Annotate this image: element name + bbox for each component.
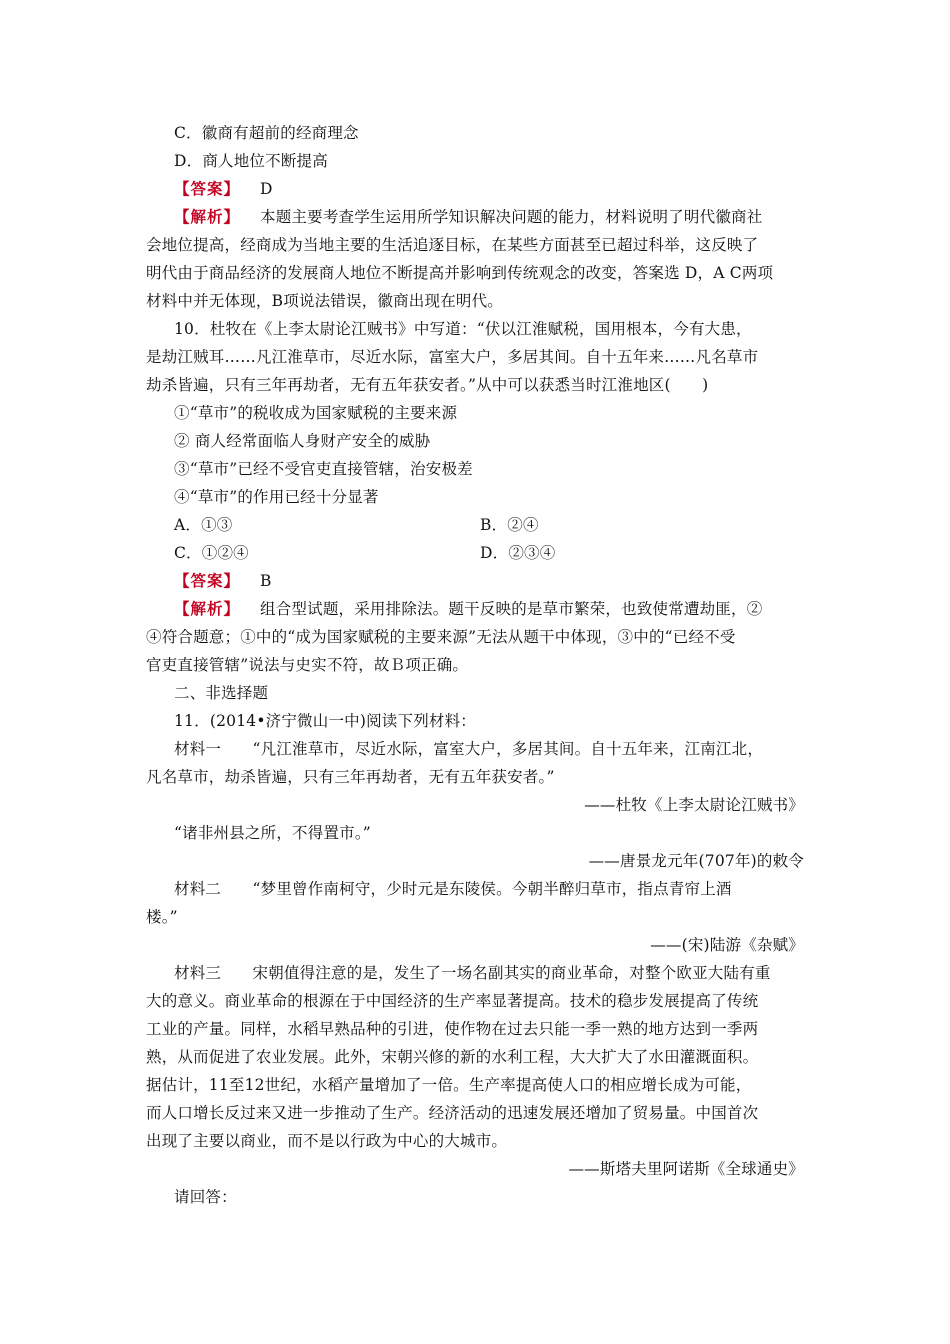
q11-material-1b-source: ——唐景龙元年(707年)的敕令	[588, 852, 804, 870]
q10-analysis-text: 组合型试题，采用排除法。题干反映的是草市繁荣，也致使常遭劫匪，②	[260, 600, 763, 618]
q11-material-3-line-5: 据估计，11至12世纪，水稻产量增加了一倍。生产率提高使人口的相应增长成为可能，	[146, 1076, 752, 1094]
q9-analysis-line-1	[174, 206, 804, 228]
q10-item-4: ④“草市”的作用已经十分显著	[174, 488, 379, 506]
q11-material-2-line-1: 材料二 “梦里曾作南柯守，少时元是东陵侯。今朝半醉归草市，指点青帘上酒	[174, 880, 732, 898]
q10-stem-line-2: 是劫江贼耳……凡江淮草市，尽近水际，富室大户，多居其间。自十五年来……凡名草市	[146, 348, 759, 366]
q10-stem-line-3: 劫杀皆遍，只有三年再劫者，无有五年获安者。”从中可以获悉当时江淮地区( )	[146, 376, 709, 394]
q9-answer: D	[260, 180, 273, 198]
q10-analysis-line-3: 官吏直接管辖”说法与史实不符，故Ｂ项正确。	[146, 656, 469, 674]
q10-option-a: A．①③	[174, 516, 233, 534]
q10-stem-line-1: 10．杜牧在《上李太尉论江贼书》中写道：“伏以江淮赋税，国用根本，今有大患，	[174, 320, 752, 338]
q10-item-3: ③“草市”已经不受官吏直接管辖，治安极差	[174, 460, 473, 478]
q11-material-2-line-2: 楼。”	[146, 908, 178, 926]
q11-material-1-source: ——杜牧《上李太尉论江贼书》	[584, 796, 804, 814]
q10-option-b: B．②④	[480, 516, 539, 534]
q9-analysis-text: 本题主要考查学生运用所学知识解决问题的能力，材料说明了明代徽商社	[260, 208, 763, 226]
answer-tag: 【答案】	[174, 571, 241, 590]
section-heading: 二、非选择题	[174, 684, 269, 702]
q11-material-3-line-4: 熟，从而促进了农业发展。此外，宋朝兴修的新的水利工程，大大扩大了水田灌溉面积。	[146, 1048, 759, 1066]
q9-analysis-line-2: 会地位提高，经商成为当地主要的生活追逐目标，在某些方面甚至已超过科举，这反映了	[146, 236, 759, 254]
q11-material-3-line-6: 而人口增长反过来又进一步推动了生产。经济活动的迅速发展还增加了贸易量。中国首次	[146, 1104, 759, 1122]
q10-item-1: ①“草市”的税收成为国家赋税的主要来源	[174, 404, 458, 422]
q10-answer: B	[260, 572, 272, 590]
q11-material-1-line-2: 凡名草市，劫杀皆遍，只有三年再劫者，无有五年获安者。”	[146, 768, 555, 786]
q10-options-row-1	[174, 514, 804, 536]
q11-stem: 11．(2014•济宁微山一中)阅读下列材料：	[174, 712, 477, 730]
analysis-tag: 【解析】	[174, 207, 241, 226]
q11-material-1-line-1: 材料一 “凡江淮草市，尽近水际，富室大户，多居其间。自十五年来，江南江北，	[174, 740, 764, 758]
q11-material-2-source: ——(宋)陆游《杂赋》	[650, 936, 804, 954]
q10-item-2: ② 商人经常面临人身财产安全的威胁	[174, 432, 431, 450]
q11-prompt: 请回答：	[174, 1188, 237, 1206]
q10-analysis-line-2: ④符合题意；①中的“成为国家赋税的主要来源”无法从题干中体现，③中的“已经不受	[146, 628, 736, 646]
q11-material-3-source: ——斯塔夫里阿诺斯《全球通史》	[568, 1160, 804, 1178]
q9-option-d: D．商人地位不断提高	[174, 152, 328, 170]
analysis-tag: 【解析】	[174, 599, 241, 618]
q9-option-c: C．徽商有超前的经商理念	[174, 124, 359, 142]
q11-material-3-line-3: 工业的产量。同样，水稻早熟品种的引进，使作物在过去只能一季一熟的地方达到一季两	[146, 1020, 759, 1038]
q9-analysis-line-3: 明代由于商品经济的发展商人地位不断提高并影响到传统观念的改变，答案选 D，A C两项	[146, 264, 774, 282]
q10-analysis-line-1	[174, 598, 804, 620]
q10-answer-line	[174, 570, 804, 592]
q9-answer-line	[174, 178, 804, 200]
q11-material-3-line-2: 大的意义。商业革命的根源在于中国经济的生产率显著提高。技术的稳步发展提高了传统	[146, 992, 759, 1010]
q10-option-c: C．①②④	[174, 544, 249, 562]
q11-material-1b: “诸非州县之所，不得置市。”	[174, 824, 371, 842]
q10-option-d: D．②③④	[480, 544, 556, 562]
q10-options-row-2	[174, 542, 804, 564]
q9-analysis-line-4: 材料中并无体现，B项说法错误，徽商出现在明代。	[146, 292, 503, 310]
q11-material-3-line-7: 出现了主要以商业，而不是以行政为中心的大城市。	[146, 1132, 508, 1150]
answer-tag: 【答案】	[174, 179, 241, 198]
q11-material-3-line-1: 材料三 宋朝值得注意的是，发生了一场名副其实的商业革命，对整个欧亚大陆有重	[174, 964, 771, 982]
